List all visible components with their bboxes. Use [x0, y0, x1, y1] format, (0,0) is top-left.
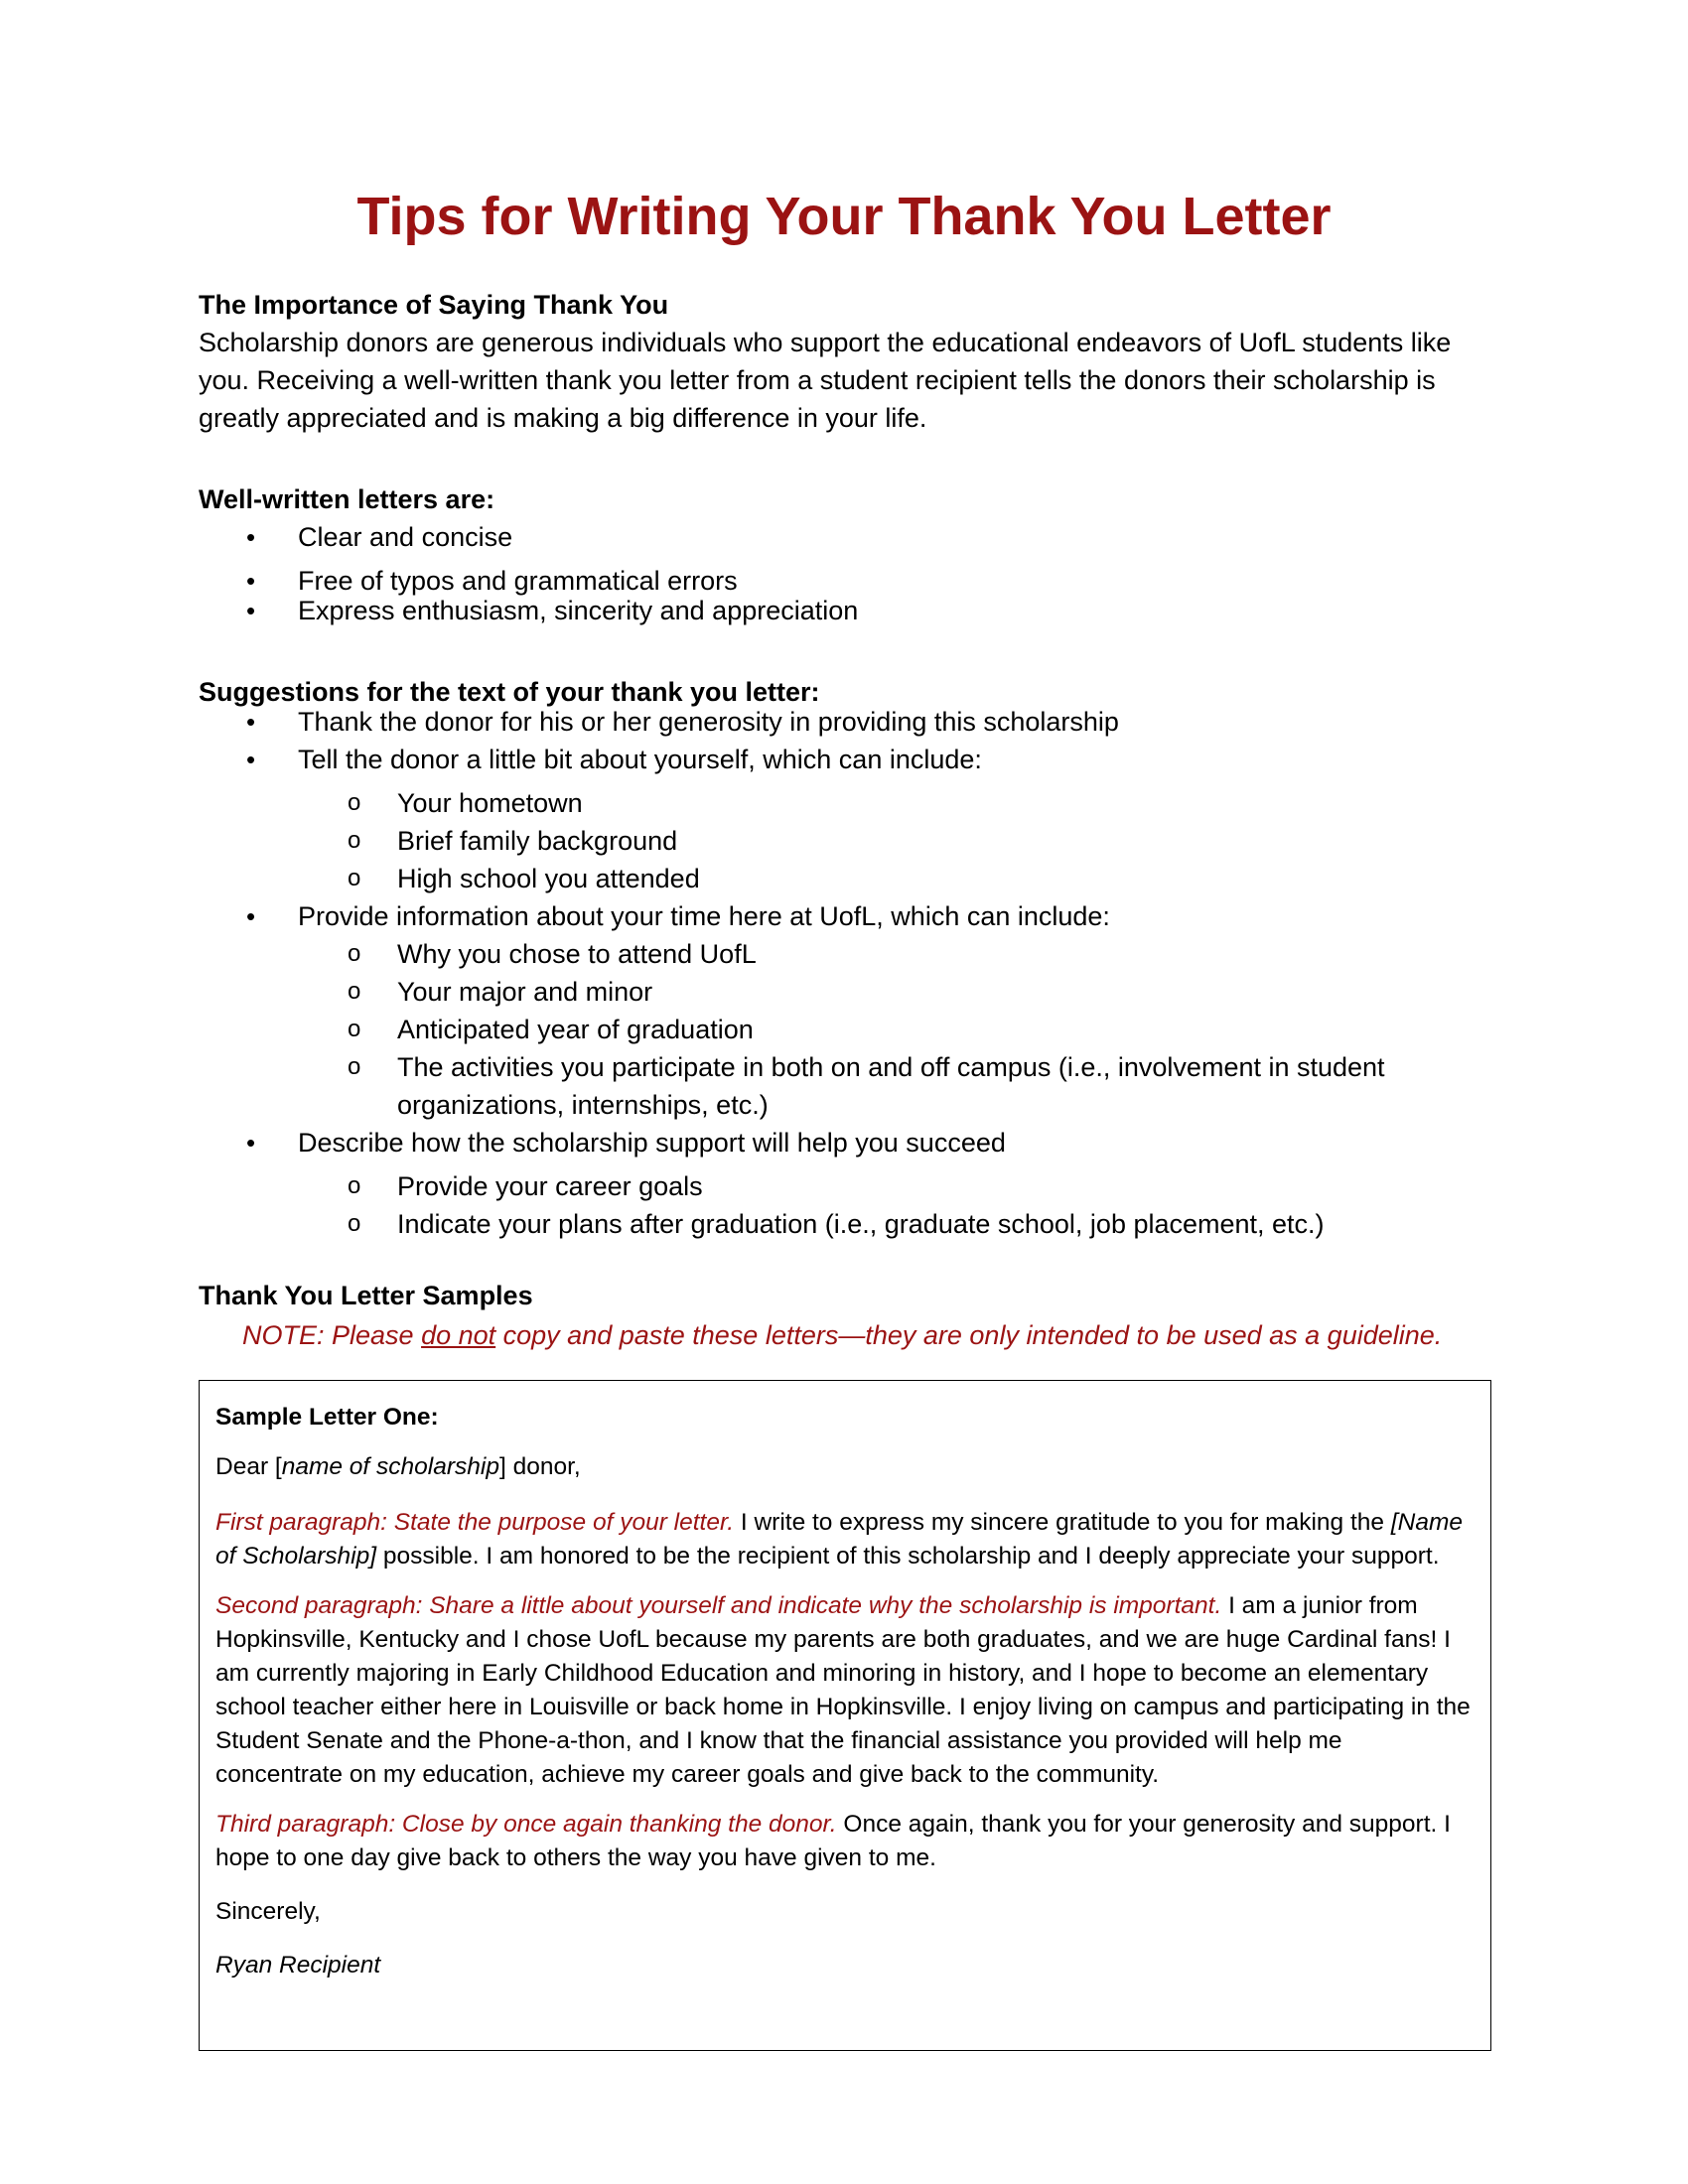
sublist-item: o Provide your career goals: [199, 1167, 1489, 1205]
circle-bullet-icon: o: [348, 978, 361, 1005]
circle-bullet-icon: o: [348, 1053, 361, 1080]
list-item: • Express enthusiasm, sincerity and appreciation: [199, 592, 1489, 629]
circle-bullet-icon: o: [348, 1172, 361, 1199]
sample-paragraph-two: Second paragraph: Share a little about yourself and indicate why the scholarship is important. I am a junior from Hopkinsville, Kentucky and I chose UofL because my parents are both graduates, and we are huge Cardinal fans! I am currently majoring in Early Childhood Education and minoring in history, and I hope to become an elementary school teacher either here in Louisville or back home in Hopkinsville. I enjoy living on campus and participating in the Student Senate and the Phone-a-thon, and I know that the financial assistance you provided will help me concentrate on my education, achieve my career goals and give back to the community.: [215, 1592, 1471, 1788]
suggestions-list: [199, 703, 1489, 778]
list-item: • Thank the donor for his or her generosity in providing this scholarship: [199, 703, 1489, 741]
list-item: • Tell the donor a little bit about yourself, which can include:: [199, 741, 1489, 778]
circle-bullet-icon: o: [348, 940, 361, 967]
sample-paragraph-three: Third paragraph: Close by once again thanking the donor. Once again, thank you for your generosity and support. I hope to one day give back to others the way you have given to me.: [215, 1811, 1451, 1871]
bullet-icon: •: [246, 901, 256, 931]
sublist-item: o Why you chose to attend UofL: [199, 935, 1489, 973]
list-item: • Describe how the scholarship support will help you succeed: [199, 1124, 1489, 1161]
sublist-time-at-uofl: [199, 935, 1489, 1124]
well-written-list: [199, 518, 1489, 629]
circle-bullet-icon: o: [348, 789, 361, 816]
circle-bullet-icon: o: [348, 1210, 361, 1237]
bullet-icon: •: [246, 707, 256, 737]
sublist-about-yourself: [199, 784, 1489, 897]
well-written-heading: Well-written letters are:: [199, 484, 495, 514]
sublist-item: o Your major and minor: [199, 973, 1489, 1011]
importance-paragraph: Scholarship donors are generous individuals who support the educational endeavors of UofL students like you. Receiving a well-written thank you letter from a student recipient tells the donors their scholarship is greatly appreciated and is making a big difference in your life.: [199, 328, 1452, 433]
sublist-item: o Your hometown: [199, 784, 1489, 822]
page-title: Tips for Writing Your Thank You Letter: [356, 187, 1332, 246]
sublist-item: o The activities you participate in both on and off campus (i.e., involvement in student organizations, internships, etc.): [199, 1048, 1489, 1124]
bullet-icon: •: [246, 745, 256, 774]
sample-closing: Sincerely,: [215, 1898, 321, 1925]
bullet-icon: •: [246, 522, 256, 552]
circle-bullet-icon: o: [348, 865, 361, 891]
bullet-icon: •: [246, 596, 256, 625]
list-item: • Free of typos and grammatical errors: [199, 562, 1489, 600]
sample-paragraph-one: First paragraph: State the purpose of your letter. I write to express my sincere gratitude to you for making the [Name of Scholarship] possible. I am honored to be the recipient of this scholarship and I deeply appreciate your support.: [215, 1509, 1464, 1570]
circle-bullet-icon: o: [348, 827, 361, 854]
sample-signature: Ryan Recipient: [215, 1952, 381, 1979]
bullet-icon: •: [246, 566, 256, 596]
circle-bullet-icon: o: [348, 1016, 361, 1042]
importance-heading: The Importance of Saying Thank You: [199, 290, 669, 320]
list-item: • Provide information about your time here at UofL, which can include:: [199, 897, 1489, 935]
sublist-item: o Anticipated year of graduation: [199, 1011, 1489, 1048]
sample-salutation: Dear [name of scholarship] donor,: [215, 1453, 581, 1480]
suggestions-heading: Suggestions for the text of your thank you letter:: [199, 677, 820, 707]
samples-heading: Thank You Letter Samples: [199, 1281, 533, 1310]
sublist-item: o Indicate your plans after graduation (i.e., graduate school, job placement, etc.): [199, 1205, 1489, 1243]
list-item: • Clear and concise: [199, 518, 1489, 556]
sample-letter-box: [199, 1380, 1491, 2051]
samples-note: NOTE: Please do not copy and paste these letters—they are only intended to be used as a guideline.: [242, 1320, 1443, 1350]
sublist-item: o Brief family background: [199, 822, 1489, 860]
sublist-item: o High school you attended: [199, 860, 1489, 897]
main-content: [199, 286, 1489, 1354]
sublist-succeed: [199, 1167, 1489, 1243]
bullet-icon: •: [246, 1128, 256, 1158]
sample-letter-heading: Sample Letter One:: [215, 1404, 439, 1431]
